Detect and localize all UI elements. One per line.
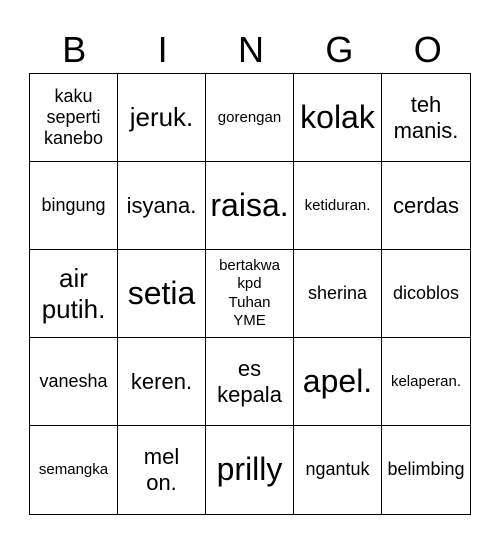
- header-letter-n: N: [237, 29, 264, 70]
- bingo-cell[interactable]: dicoblos: [382, 250, 470, 338]
- bingo-cell[interactable]: bingung: [30, 162, 118, 250]
- bingo-header: [30, 26, 472, 74]
- bingo-cell[interactable]: ngantuk: [294, 426, 382, 514]
- bingo-cell[interactable]: isyana.: [118, 162, 206, 250]
- bingo-cell[interactable]: raisa.: [206, 162, 294, 250]
- header-letter-i: I: [157, 29, 168, 70]
- bingo-cell[interactable]: belimbing: [387, 459, 465, 480]
- bingo-cell[interactable]: jeruk.: [118, 74, 206, 162]
- bingo-cell[interactable]: melon.: [118, 426, 206, 514]
- bingo-cell[interactable]: sherina: [294, 250, 382, 338]
- bingo-cell[interactable]: kolak: [294, 74, 382, 162]
- header-letter-b: B: [62, 29, 87, 70]
- bingo-board: [29, 73, 471, 515]
- bingo-cell[interactable]: es kepala: [206, 338, 294, 426]
- bingo-cell[interactable]: vanesha: [30, 338, 118, 426]
- bingo-cell[interactable]: teh manis.: [382, 74, 470, 162]
- bingo-cell[interactable]: kaku seperti kanebo: [30, 74, 118, 162]
- bingo-cell[interactable]: keren.: [118, 338, 206, 426]
- bingo-cell[interactable]: gorengan: [206, 74, 294, 162]
- header-letter-g: G: [325, 29, 354, 70]
- bingo-cell[interactable]: kelaperan.: [382, 338, 470, 426]
- bingo-cell[interactable]: cerdas: [382, 162, 470, 250]
- bingo-cell[interactable]: bertakwa kpd Tuhan YME: [206, 250, 294, 338]
- bingo-cell[interactable]: semangka: [30, 426, 118, 514]
- bingo-cell[interactable]: ketiduran.: [294, 162, 382, 250]
- bingo-cell[interactable]: prilly: [206, 426, 294, 514]
- bingo-cell[interactable]: apel.: [294, 338, 382, 426]
- header-letter-o: O: [413, 29, 442, 70]
- bingo-cell[interactable]: air putih.: [30, 250, 118, 338]
- bingo-cell[interactable]: setia: [118, 250, 206, 338]
